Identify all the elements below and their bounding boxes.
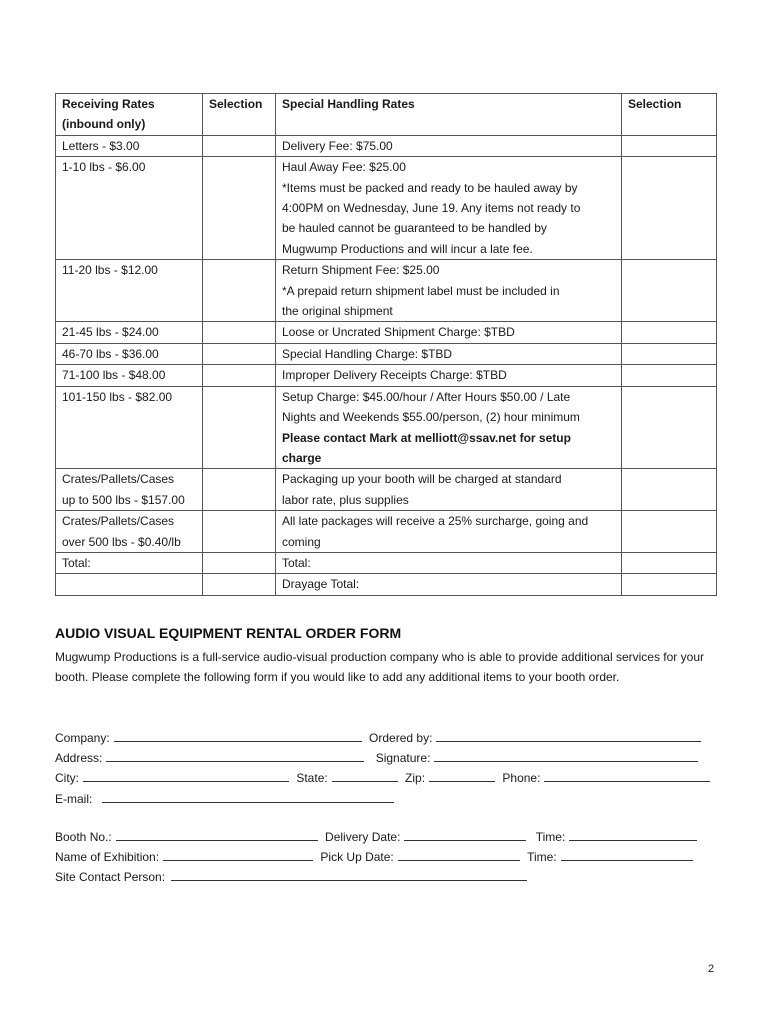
company-label: Company: (55, 731, 110, 745)
ordered-by-label: Ordered by: (369, 731, 433, 745)
header-special-handling-rates: Special Handling Rates (276, 94, 622, 136)
receiving-rate-cell: 21-45 lbs - $24.00 (56, 322, 203, 343)
selection-cell[interactable] (203, 469, 276, 511)
section-title: AUDIO VISUAL EQUIPMENT RENTAL ORDER FORM (55, 625, 402, 641)
special-handling-cell: Loose or Uncrated Shipment Charge: $TBD (276, 322, 622, 343)
company-field[interactable] (114, 729, 362, 742)
form-row-city (55, 769, 714, 786)
special-total-cell: Total: (276, 552, 622, 573)
selection-cell[interactable] (622, 552, 717, 573)
selection-cell[interactable] (203, 135, 276, 156)
signature-field[interactable] (434, 749, 698, 762)
delivery-date-label: Delivery Date: (325, 830, 401, 844)
selection-cell[interactable] (622, 574, 717, 595)
delivery-time-label: Time: (535, 830, 566, 844)
ordered-by-field[interactable] (436, 729, 701, 742)
page-number: 2 (708, 963, 715, 975)
email-field[interactable] (102, 790, 394, 803)
table-row (56, 469, 717, 511)
selection-cell[interactable] (622, 386, 717, 469)
pick-up-date-field[interactable] (398, 848, 520, 861)
form-row-booth (55, 828, 701, 845)
table-header-row (56, 94, 717, 136)
selection-cell[interactable] (622, 343, 717, 364)
city-label: City: (55, 771, 79, 785)
special-handling-cell: Setup Charge: $45.00/hour / After Hours $50.00 / Late Nights and Weekends $55.00/person, (2) hour minimum Please contact Mark at melliott@ssav.net for setup charge (276, 386, 622, 469)
receiving-rate-cell: 1-10 lbs - $6.00 (56, 157, 203, 260)
selection-cell[interactable] (203, 365, 276, 386)
intro-paragraph: Mugwump Productions is a full-service audio-visual production company who is able to provide additional services for your booth. Please complete the following form if you would like to add any additional items to your booth order. (55, 650, 704, 685)
selection-cell[interactable] (622, 135, 717, 156)
empty-cell (56, 574, 203, 595)
receiving-rate-cell: 11-20 lbs - $12.00 (56, 260, 203, 322)
selection-cell[interactable] (203, 511, 276, 553)
selection-cell[interactable] (622, 157, 717, 260)
selection-cell[interactable] (622, 260, 717, 322)
receiving-rate-cell: 101-150 lbs - $82.00 (56, 386, 203, 469)
special-handling-cell: All late packages will receive a 25% surcharge, going and coming (276, 511, 622, 553)
delivery-date-field[interactable] (404, 828, 526, 841)
pick-up-date-label: Pick Up Date: (320, 850, 394, 864)
selection-cell[interactable] (622, 469, 717, 511)
site-contact-field[interactable] (171, 868, 527, 881)
header-selection-right: Selection (622, 94, 717, 136)
table-row (56, 343, 717, 364)
table-row (56, 365, 717, 386)
table-row (56, 260, 717, 322)
name-of-exhibition-label: Name of Exhibition: (55, 850, 160, 864)
setup-contact-note: Please contact Mark at melliott@ssav.net for setup (282, 430, 571, 445)
delivery-time-field[interactable] (569, 828, 697, 841)
table-row (56, 511, 717, 553)
site-contact-label: Site Contact Person: (55, 870, 166, 884)
special-handling-cell: Improper Delivery Receipts Charge: $TBD (276, 365, 622, 386)
city-field[interactable] (83, 769, 289, 782)
selection-cell[interactable] (203, 343, 276, 364)
header-receiving-rates: Receiving Rates (inbound only) (56, 94, 203, 136)
selection-cell[interactable] (622, 511, 717, 553)
table-row-drayage-total (56, 574, 717, 595)
drayage-total-cell: Drayage Total: (276, 574, 622, 595)
form-row-exhibition (55, 848, 697, 865)
booth-no-label: Booth No.: (55, 830, 112, 844)
form-row-email (55, 790, 398, 807)
zip-label: Zip: (405, 771, 426, 785)
special-handling-cell: Special Handling Charge: $TBD (276, 343, 622, 364)
selection-cell[interactable] (203, 552, 276, 573)
rates-table (55, 93, 717, 596)
table-row (56, 322, 717, 343)
selection-cell[interactable] (203, 260, 276, 322)
table-row-total (56, 552, 717, 573)
selection-cell[interactable] (203, 574, 276, 595)
form-row-address (55, 749, 702, 766)
address-label: Address: (55, 751, 103, 765)
zip-field[interactable] (429, 769, 495, 782)
selection-cell[interactable] (203, 322, 276, 343)
selection-cell[interactable] (622, 365, 717, 386)
pick-up-time-label: Time: (527, 850, 557, 864)
phone-field[interactable] (544, 769, 710, 782)
selection-cell[interactable] (203, 157, 276, 260)
state-label: State: (296, 771, 328, 785)
pick-up-time-field[interactable] (561, 848, 693, 861)
receiving-rate-cell: Letters - $3.00 (56, 135, 203, 156)
special-handling-cell: Haul Away Fee: $25.00 *Items must be packed and ready to be hauled away by 4:00PM on Wednesday, June 19. Any items not ready to be hauled cannot be guaranteed to be handled by Mugwump Productions and will incur a late fee. (276, 157, 622, 260)
receiving-rate-cell: Crates/Pallets/Cases over 500 lbs - $0.40/lb (56, 511, 203, 553)
address-field[interactable] (106, 749, 364, 762)
state-field[interactable] (332, 769, 398, 782)
receiving-rate-cell: 71-100 lbs - $48.00 (56, 365, 203, 386)
table-row (56, 157, 717, 260)
receiving-total-cell: Total: (56, 552, 203, 573)
header-selection-left: Selection (203, 94, 276, 136)
phone-label: Phone: (502, 771, 541, 785)
table-row (56, 135, 717, 156)
name-of-exhibition-field[interactable] (163, 848, 313, 861)
table-row (56, 386, 717, 469)
signature-label: Signature: (375, 751, 431, 765)
special-handling-cell: Return Shipment Fee: $25.00 *A prepaid return shipment label must be included in the original shipment (276, 260, 622, 322)
special-handling-cell: Delivery Fee: $75.00 (276, 135, 622, 156)
selection-cell[interactable] (622, 322, 717, 343)
form-row-company (55, 729, 705, 746)
receiving-rate-cell: Crates/Pallets/Cases up to 500 lbs - $157.00 (56, 469, 203, 511)
booth-no-field[interactable] (116, 828, 318, 841)
setup-contact-note: charge (282, 450, 322, 465)
selection-cell[interactable] (203, 386, 276, 469)
receiving-rate-cell: 46-70 lbs - $36.00 (56, 343, 203, 364)
special-handling-cell: Packaging up your booth will be charged at standard labor rate, plus supplies (276, 469, 622, 511)
form-row-site-contact (55, 868, 531, 885)
email-label: E-mail: (55, 792, 93, 806)
